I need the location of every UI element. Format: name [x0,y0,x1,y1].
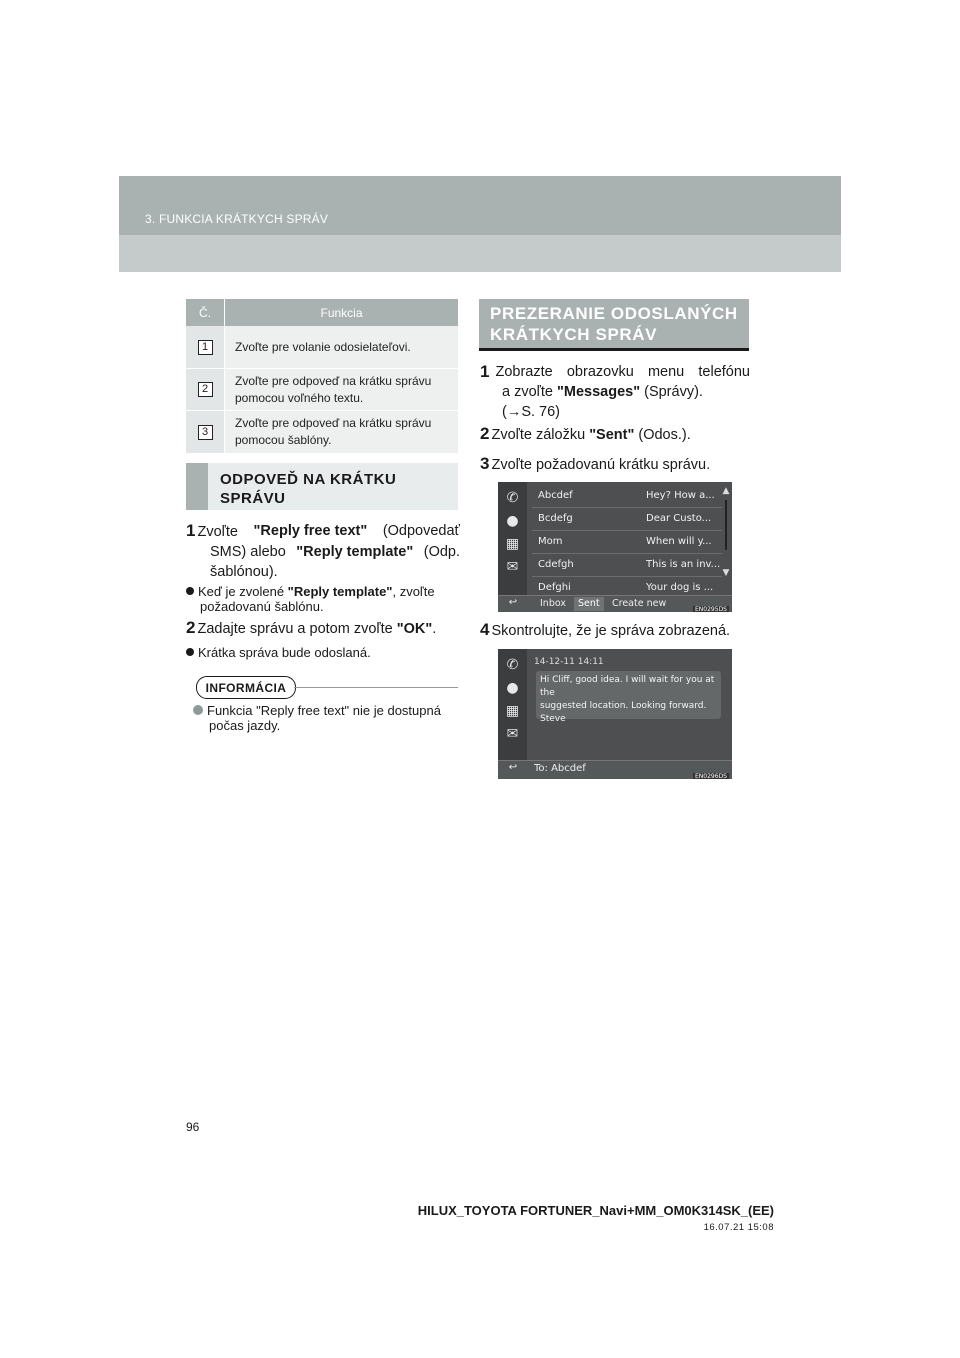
message-datetime: 14-12-11 14:11 [534,657,604,667]
sent-step-1: 1 Zobrazte obrazovku menu telefónu a zvoľte "Messages" (Správy). (→S. 76) [480,362,750,420]
number-box: 3 [198,425,213,440]
list-item[interactable]: Abcdef Hey? How a... [532,485,722,508]
message-bubble: Hi Cliff, good idea. I will wait for you at the suggested location. Looking forward. Steve [536,671,721,719]
scroll-up-icon[interactable]: ▲ [722,486,730,496]
keypad-icon[interactable]: ▦ [505,536,520,552]
tab-create-new[interactable]: Create new [612,598,667,609]
contacts-icon[interactable]: ● [506,513,519,529]
page-number: 96 [186,1120,200,1134]
list-item[interactable]: Cdefgh This is an inv... [532,554,722,577]
reply-title-line2: SPRÁVU [220,490,286,507]
keypad-icon[interactable]: ▦ [505,703,520,719]
sent-step-4: 4 Skontrolujte, že je správa zobrazená. [480,620,731,639]
number-box: 2 [198,382,213,397]
reply-bullet-1: Keď je zvolené "Reply template", zvoľte požadovanú šablónu. [186,584,460,614]
header-band-top [119,176,841,235]
messages-icon[interactable]: ✉ [506,559,519,575]
number-box: 1 [198,340,213,355]
step-number: 1 [186,521,196,540]
back-icon[interactable]: ↩ [508,762,518,773]
step-number: 1 [480,362,490,381]
step-number: 3 [480,454,490,473]
table-row [186,411,458,454]
scroll-track[interactable] [725,500,727,550]
reply-title-line1: ODPOVEĎ NA KRÁTKU [220,471,397,488]
list-item[interactable]: Defghi Your dog is ... [538,582,714,593]
figure-code: EN0296DS [695,773,727,779]
info-bullet-dot [193,705,203,715]
reply-section-header [186,463,458,510]
step-number: 4 [480,620,490,639]
tab-sent[interactable]: Sent [574,597,604,611]
col-no-header: Č. [199,305,211,320]
table-cell: Zvoľte pre volanie odosielateľovi. [224,326,458,368]
info-divider [294,687,458,688]
reply-bullet-2: Krátka správa bude odoslaná. [186,645,460,660]
figure-code: EN0295DS [695,606,727,612]
tab-inbox[interactable]: Inbox [540,598,566,609]
table-cell: Zvoľte pre odpoveď na krátku správu pomocou šablóny. [224,411,458,453]
contacts-icon[interactable]: ● [506,680,519,696]
step-number: 2 [480,424,490,443]
phone-icon[interactable]: ✆ [506,657,519,673]
sent-section-header [479,299,749,351]
sent-step-3: 3 Zvoľte požadovanú krátku správu. [480,454,711,473]
info-label: INFORMÁCIA [196,676,296,699]
list-item[interactable]: Mom When will y... [532,531,722,554]
recipient-label: To: Abcdef [534,763,586,774]
reply-step-1: 1 Zvoľte "Reply free text" (Odpovedať SMS) alebo "Reply template" (Odp. šablónou). [186,521,460,580]
table-header [186,299,458,326]
list-item[interactable]: Bcdefg Dear Custo... [532,508,722,531]
function-table [186,299,458,454]
section-title: 3. FUNKCIA KRÁTKYCH SPRÁV [145,212,329,226]
sent-step-2: 2 Zvoľte záložku "Sent" (Odos.). [480,424,691,443]
sent-title-line1: PREZERANIE ODOSLANÝCH [490,304,738,323]
document-date: 16.07.21 15:08 [703,1222,774,1233]
sent-messages-screenshot [498,482,732,612]
document-id: HILUX_TOYOTA FORTUNER_Navi+MM_OM0K314SK_(EE) [417,1203,774,1218]
message-detail-screenshot [498,649,732,779]
info-note: Funkcia "Reply free text" nie je dostupná počas jazdy. [193,703,463,733]
table-row [186,369,458,411]
step-number: 2 [186,618,196,637]
bullet-dot [186,648,194,656]
table-cell: Zvoľte pre odpoveď na krátku správu pomocou voľného textu. [224,369,458,410]
sent-title-line2: KRÁTKYCH SPRÁV [490,325,658,344]
table-row [186,326,458,369]
scroll-down-icon[interactable]: ▼ [722,568,730,578]
reply-step-2: 2 Zadajte správu a potom zvoľte "OK". [186,618,437,637]
messages-icon[interactable]: ✉ [506,726,519,742]
side-menu [498,482,527,612]
scrollbar[interactable] [720,482,732,578]
bullet-dot [186,587,194,595]
phone-icon[interactable]: ✆ [506,490,519,506]
header-band [119,176,841,272]
back-icon[interactable]: ↩ [508,597,518,608]
col-function-header: Funkcia [224,299,458,326]
section-accent-bar [186,463,208,510]
